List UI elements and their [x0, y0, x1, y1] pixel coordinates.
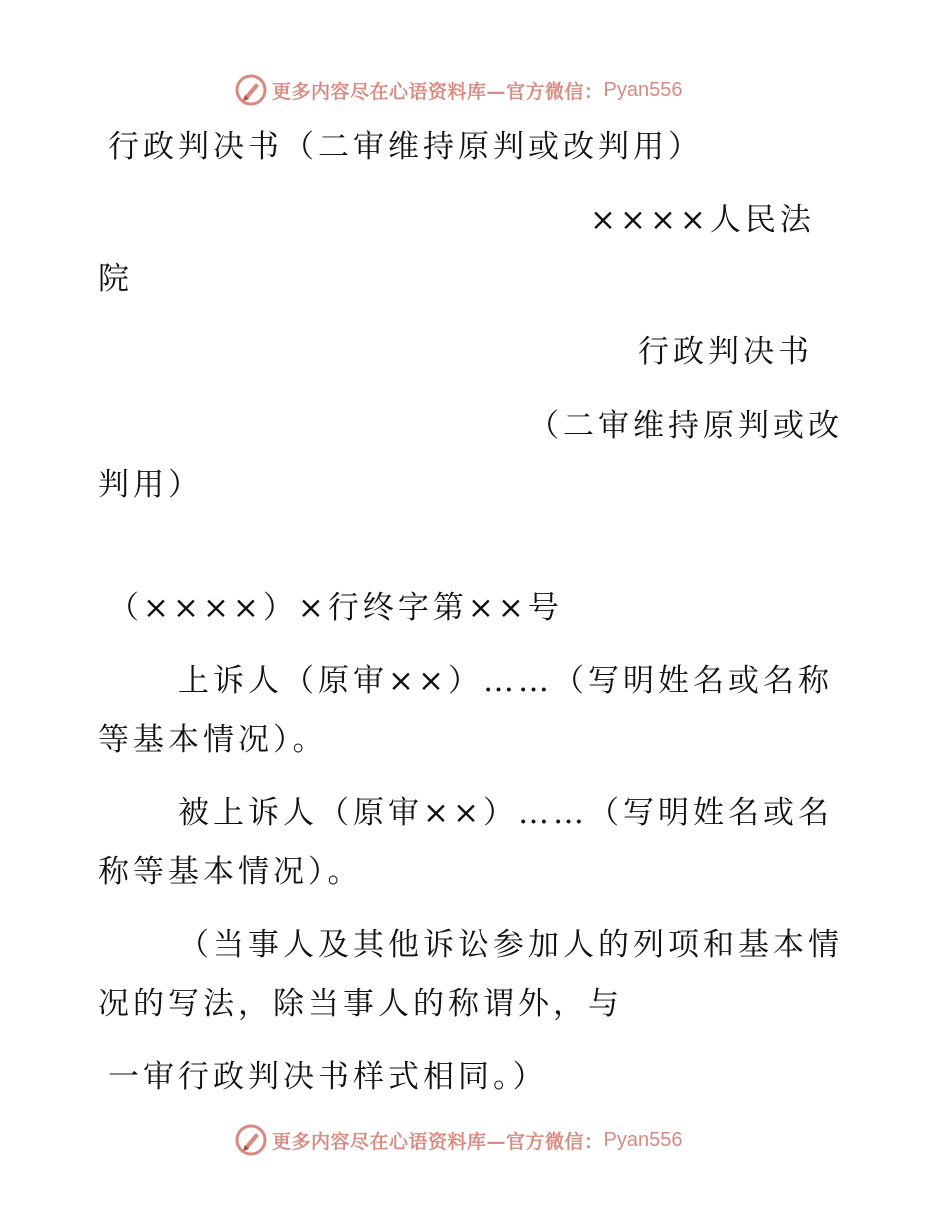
court-name-line1: ××××人民法 — [590, 202, 815, 238]
note-line3: 一审行政判决书样式相同。） — [108, 1059, 548, 1095]
pen-logo-icon — [234, 73, 268, 107]
appellant-line2: 等基本情况）。 — [98, 722, 328, 758]
doc-heading: 行政判决书（二审维持原判或改判用） — [108, 129, 703, 165]
document-title: 行政判决书 — [638, 334, 813, 370]
footer-watermark — [234, 1120, 682, 1160]
watermark-text: 更多内容尽在心语资料库—官方微信： — [272, 1130, 604, 1153]
note-line1: （当事人及其他诉讼参加人的列项和基本情 — [178, 927, 843, 963]
appellant-line1: 上诉人（原审××）……（写明姓名或名称 — [178, 663, 833, 699]
note-line2: 况的写法，除当事人的称谓外，与 — [98, 986, 623, 1022]
watermark-text: 更多内容尽在心语资料库—官方微信： — [272, 80, 604, 103]
document-subtitle-line1: （二审维持原判或改 — [528, 408, 843, 444]
watermark-wechat-id: Pyan556 — [603, 1128, 683, 1151]
case-number: （××××）×行终字第××号 — [108, 590, 563, 626]
court-name-line2: 院 — [98, 261, 133, 297]
appellee-line1: 被上诉人（原审××）……（写明姓名或名 — [178, 795, 833, 831]
watermark-wechat-id: Pyan556 — [603, 78, 683, 101]
header-watermark — [234, 70, 682, 110]
document-subtitle-line2: 判用） — [98, 467, 203, 503]
pen-logo-icon — [234, 1123, 268, 1157]
appellee-line2: 称等基本情况）。 — [98, 854, 363, 890]
